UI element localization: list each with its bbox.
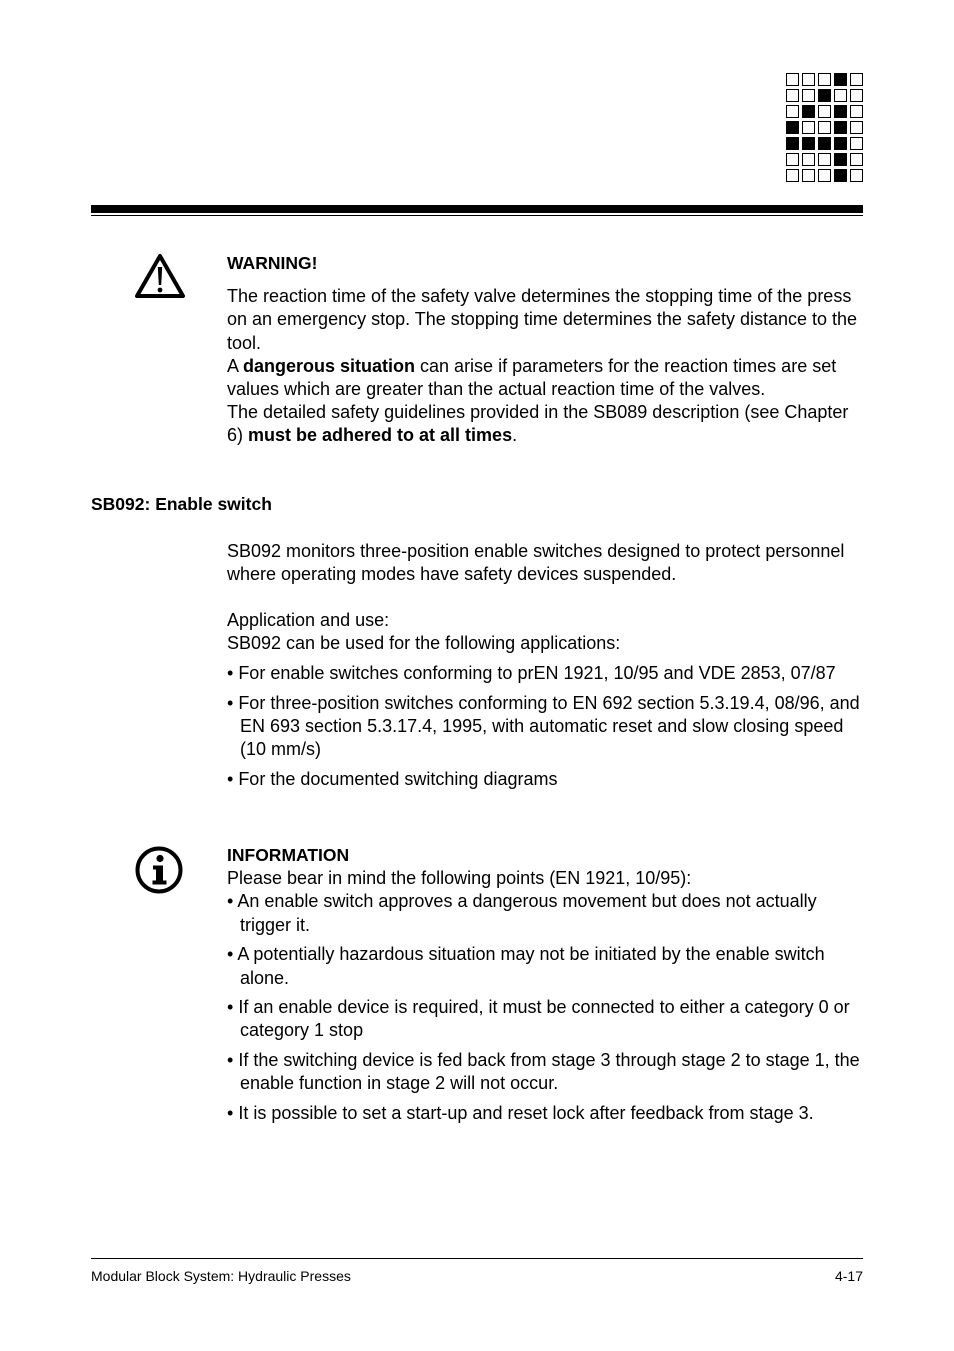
information-bullet-text: An enable switch approves a dangerous movement but does not actually trigger it.	[237, 891, 817, 935]
logo-grid-cell	[802, 137, 815, 150]
logo-grid-cell	[850, 121, 863, 134]
warning-paragraph-2	[227, 355, 867, 401]
logo-grid-cell	[834, 121, 847, 134]
logo-grid-cell	[802, 169, 815, 182]
application-bullet: • For the documented switching diagrams	[227, 768, 558, 789]
warning-paragraph-3	[227, 401, 867, 447]
information-bullet: • It is possible to set a start-up and reset lock after feedback from stage 3.	[227, 1103, 814, 1124]
logo-grid-cell	[834, 137, 847, 150]
section-intro	[227, 540, 867, 586]
application-label: Application and use:	[227, 610, 390, 630]
warning-p3-prefix: The detailed safety guidelines provided in the SB089 description (see Chapter 6)	[227, 402, 849, 446]
logo-grid-cell	[834, 73, 847, 86]
information-block	[227, 844, 867, 1125]
application-bullet-text: For enable switches conforming to prEN 1921, 10/95 and VDE 2853, 07/87	[238, 662, 836, 683]
footer-title: Modular Block System: Hydraulic Presses	[91, 1268, 351, 1284]
warning-title: WARNING!	[227, 253, 318, 273]
logo-grid-cell	[786, 121, 799, 134]
logo-grid-cell	[850, 153, 863, 166]
section-title: SB092: Enable switch	[91, 494, 272, 514]
logo-grid-cell	[786, 89, 799, 102]
information-bullet: • A potentially hazardous situation may not be initiated by the enable switch alone.	[227, 944, 825, 988]
logo-grid-cell	[818, 121, 831, 134]
logo-grid-cell	[802, 73, 815, 86]
logo-grid-cell	[834, 89, 847, 102]
page-number: 4-17	[834, 1268, 863, 1284]
information-bullet-text: A potentially hazardous situation may not be initiated by the enable switch alone.	[237, 944, 825, 988]
application-bullet: • For enable switches conforming to prEN 1921, 10/95 and VDE 2853, 07/87	[227, 662, 836, 683]
application-bullet-text: For three-position switches conforming to EN 692 section 5.3.19.4, 08/96, and EN 693 section 5.3.17.4, 1995, with automatic reset and slow closing speed (10 mm/s)	[238, 692, 860, 760]
header-logo-grid	[786, 73, 863, 182]
section-intro-text: SB092 monitors three-position enable switches designed to protect personnel where operating modes have safety devices suspended.	[227, 541, 845, 585]
information-bullet-text: It is possible to set a start-up and reset lock after feedback from stage 3.	[238, 1103, 814, 1124]
logo-grid-cell	[834, 153, 847, 166]
information-bullet-text: If an enable device is required, it must be connected to either a category 0 or category 1 stop	[238, 997, 850, 1041]
logo-grid-cell	[850, 105, 863, 118]
logo-grid-cell	[802, 89, 815, 102]
section-applications	[227, 609, 867, 791]
info-icon	[134, 845, 184, 895]
warning-p3-suffix: .	[512, 425, 518, 446]
warning-p2-bold: dangerous situation	[243, 355, 416, 376]
logo-grid-cell	[786, 169, 799, 182]
logo-grid-cell	[802, 121, 815, 134]
information-bullet: • If the switching device is fed back from stage 3 through stage 2 to stage 1, the enable function in stage 2 will not occur.	[227, 1050, 860, 1094]
warning-p3-bold: must be adhered to at all times	[248, 425, 513, 446]
application-bullet: • For three-position switches conforming to EN 692 section 5.3.19.4, 08/96, and EN 693 section 5.3.17.4, 1995, with automatic reset and slow closing speed (10 mm/s)	[227, 692, 860, 760]
information-bullet-text: If the switching device is fed back from stage 3 through stage 2 to stage 1, the enable function in stage 2 will not occur.	[238, 1050, 860, 1094]
warning-p2-suffix: can arise if parameters for the reaction times are set values which are greater than the actual reaction time of the valves.	[227, 355, 837, 400]
logo-grid-cell	[834, 105, 847, 118]
application-bullet-text: For the documented switching diagrams	[238, 768, 558, 789]
information-title: INFORMATION	[227, 845, 350, 865]
logo-grid-cell	[786, 153, 799, 166]
information-bullet: • If an enable device is required, it must be connected to either a category 0 or category 1 stop	[227, 997, 850, 1041]
logo-grid-cell	[786, 73, 799, 86]
application-description: SB092 can be used for the following applications:	[227, 633, 621, 654]
header-rule-thin	[91, 215, 863, 216]
logo-grid-cell	[802, 105, 815, 118]
logo-grid-cell	[818, 153, 831, 166]
logo-grid-cell	[818, 105, 831, 118]
logo-grid-cell	[850, 137, 863, 150]
logo-grid-cell	[818, 169, 831, 182]
logo-grid-cell	[818, 89, 831, 102]
warning-paragraph-1: The reaction time of the safety valve determines the stopping time of the press on an emergency stop. The stopping time determines the safety distance to the tool.	[227, 286, 858, 353]
logo-grid-cell	[850, 169, 863, 182]
warning-block	[227, 252, 867, 448]
information-bullet: • An enable switch approves a dangerous movement but does not actually trigger it.	[227, 891, 817, 935]
footer-rule	[91, 1258, 863, 1259]
logo-grid-cell	[818, 137, 831, 150]
header-rule-thick	[91, 205, 863, 213]
logo-grid-cell	[786, 105, 799, 118]
logo-grid-cell	[786, 137, 799, 150]
logo-grid-cell	[850, 73, 863, 86]
information-lead: Please bear in mind the following points (EN 1921, 10/95):	[227, 868, 692, 889]
warning-p2-prefix: A	[227, 355, 244, 376]
warning-triangle-icon	[134, 252, 186, 300]
logo-grid-cell	[802, 153, 815, 166]
logo-grid-cell	[850, 89, 863, 102]
logo-grid-cell	[834, 169, 847, 182]
logo-grid-cell	[818, 73, 831, 86]
